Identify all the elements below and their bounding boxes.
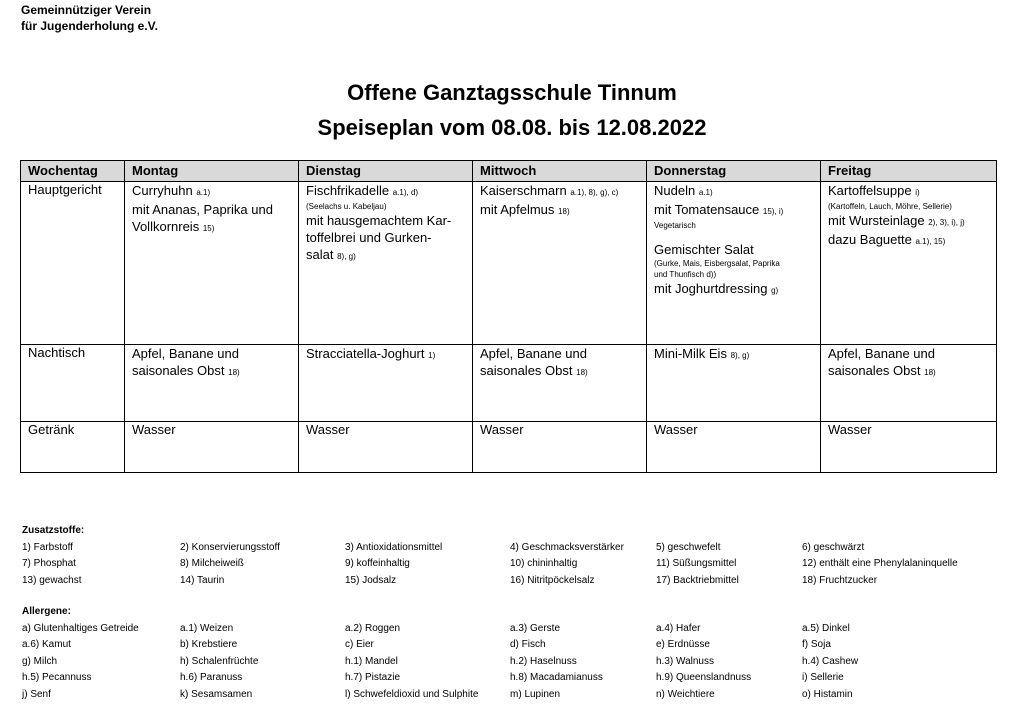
list-item: o) Histamin	[802, 688, 853, 700]
list-item: 9) koffeinhaltig	[345, 558, 410, 569]
list-item: h.5) Pecannuss	[22, 672, 92, 683]
list-item: 13) gewachst	[22, 574, 82, 586]
dessert-wednesday: Apfel, Banane und saisonales Obst 18)	[473, 345, 647, 422]
list-item: m) Lupinen	[510, 688, 561, 700]
list-item: h.3) Walnuss	[656, 655, 714, 667]
list-item: 2) Konservierungsstoff	[180, 541, 280, 553]
list-item: 12) enthält eine Phenylalaninquelle	[802, 558, 958, 569]
list-item: h.1) Mandel	[345, 655, 398, 667]
drink-wednesday: Wasser	[473, 422, 647, 473]
dessert-thursday: Mini-Milk Eis 8), g)	[647, 345, 821, 422]
list-item: a.2) Roggen	[345, 622, 401, 634]
org-line-2: für Jugenderholung e.V.	[21, 19, 158, 33]
list-item: a.3) Gerste	[510, 622, 561, 634]
list-item: k) Sesamsamen	[180, 688, 253, 700]
list-item: a) Glutenhaltiges Getreide	[22, 622, 139, 634]
drink-friday: Wasser	[821, 422, 997, 473]
drink-thursday: Wasser	[647, 422, 821, 473]
list-item: h.8) Macadamianuss	[510, 672, 603, 683]
main-wednesday: Kaiserschmarn a.1), 8), g), c) mit Apfelmus 18)	[473, 182, 647, 345]
dessert-monday: Apfel, Banane und saisonales Obst 18)	[125, 345, 299, 422]
list-item: 16) Nitritpöckelsalz	[510, 574, 595, 586]
allergens-heading: Allergene:	[22, 606, 71, 617]
list-item: h.6) Paranuss	[180, 672, 243, 683]
list-item: 10) chininhaltig	[510, 558, 578, 569]
row-label-main: Hauptgericht	[21, 182, 125, 345]
page-subtitle: Speiseplan vom 08.08. bis 12.08.2022	[317, 115, 707, 140]
main-thursday: Nudeln a.1) mit Tomatensauce 15), i) Vegetarisch Gemischter Salat (Gurke, Mais, Eisbergsalat, Paprika und Thunfisch d)) mit Joghurtdressing g)	[647, 182, 821, 345]
header-monday: Montag	[125, 161, 299, 182]
list-item: 3) Antioxidationsmittel	[345, 541, 443, 553]
list-item: h) Schalenfrüchte	[180, 655, 259, 667]
org-line-1: Gemeinnütziger Verein	[21, 3, 152, 17]
header-weekday: Wochentag	[21, 161, 125, 182]
list-item: b) Krebstiere	[180, 639, 238, 650]
drink-tuesday: Wasser	[299, 422, 473, 473]
list-item: 1) Farbstoff	[22, 541, 73, 553]
header-thursday: Donnerstag	[647, 161, 821, 182]
allergens-legend	[22, 604, 998, 703]
table-row	[21, 422, 997, 473]
list-item: 18) Fruchtzucker	[802, 574, 878, 586]
list-item: d) Fisch	[510, 639, 546, 650]
organization-name	[21, 2, 158, 34]
list-item: j) Senf	[22, 688, 51, 700]
list-item: l) Schwefeldioxid und Sulphite	[345, 688, 479, 700]
row-label-drink: Getränk	[21, 422, 125, 473]
page-title: Offene Ganztagsschule Tinnum	[347, 80, 677, 105]
dessert-tuesday: Stracciatella-Joghurt 1)	[299, 345, 473, 422]
list-item: h.4) Cashew	[802, 655, 859, 667]
list-item: e) Erdnüsse	[656, 639, 710, 650]
header-tuesday: Dienstag	[299, 161, 473, 182]
main-monday: Curryhuhn a.1) mit Ananas, Paprika und Vollkornreis 15)	[125, 182, 299, 345]
header-friday: Freitag	[821, 161, 997, 182]
main-friday: Kartoffelsuppe i) (Kartoffeln, Lauch, Möhre, Sellerie) mit Wursteinlage 2), 3), i), j) dazu Baguette a.1), 15)	[821, 182, 997, 345]
list-item: f) Soja	[802, 639, 831, 650]
list-item: n) Weichtiere	[656, 688, 715, 700]
table-row	[21, 345, 997, 422]
list-item: 6) geschwärzt	[802, 541, 865, 553]
list-item: 8) Milcheiweiß	[180, 558, 244, 569]
drink-monday: Wasser	[125, 422, 299, 473]
row-label-dessert: Nachtisch	[21, 345, 125, 422]
list-item: 15) Jodsalz	[345, 574, 397, 586]
menu-table	[20, 160, 997, 473]
list-item: h.9) Queenslandnuss	[656, 672, 752, 683]
allergens-list	[22, 621, 998, 704]
list-item: a.1) Weizen	[180, 622, 234, 634]
list-item: 11) Süßungsmittel	[656, 558, 737, 569]
list-item: g) Milch	[22, 655, 58, 667]
list-item: a.6) Kamut	[22, 639, 71, 650]
list-item: c) Eier	[345, 639, 374, 650]
main-tuesday: Fischfrikadelle a.1), d) (Seelachs u. Kabeljau) mit hausgemachtem Kar- toffelbrei und Gurken- salat 8), g)	[299, 182, 473, 345]
dessert-friday: Apfel, Banane und saisonales Obst 18)	[821, 345, 997, 422]
list-item: 5) geschwefelt	[656, 541, 721, 553]
table-row	[21, 182, 997, 345]
list-item: i) Sellerie	[802, 672, 844, 683]
list-item: h.2) Haselnuss	[510, 655, 577, 667]
additives-legend	[22, 523, 998, 589]
list-item: 14) Taurin	[180, 574, 225, 586]
additives-list	[22, 540, 998, 590]
list-item: 4) Geschmacksverstärker	[510, 541, 624, 553]
table-header-row	[21, 161, 997, 182]
header-wednesday: Mittwoch	[473, 161, 647, 182]
list-item: 17) Backtriebmittel	[656, 574, 739, 586]
list-item: a.4) Hafer	[656, 622, 701, 634]
list-item: 7) Phosphat	[22, 558, 76, 569]
additives-heading: Zusatzstoffe:	[22, 525, 85, 536]
list-item: a.5) Dinkel	[802, 622, 850, 634]
list-item: h.7) Pistazie	[345, 672, 401, 683]
